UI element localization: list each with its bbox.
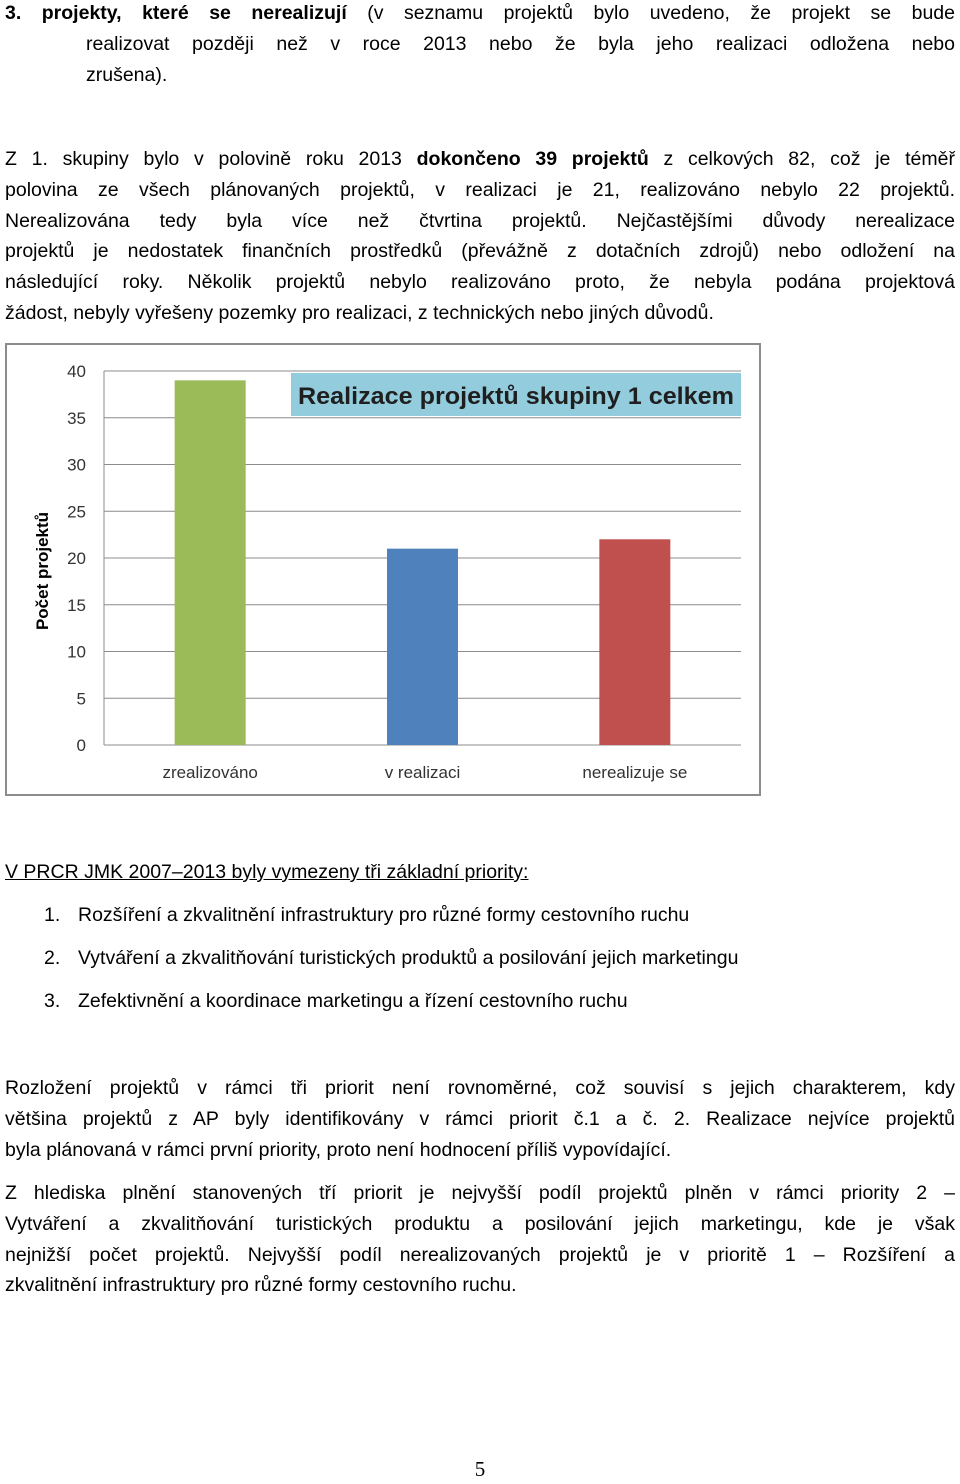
bar-chart bbox=[5, 343, 761, 796]
para1-bold-completed: dokončeno 39 projektů bbox=[416, 148, 649, 170]
priority-number: 1. bbox=[44, 904, 61, 926]
para1-line-4: projektů je nedostatek finančních prostředků (převážně z dotačních zdrojů) nebo odložení na bbox=[5, 240, 955, 263]
intro-item-3 bbox=[5, 0, 955, 90]
chart-title: Realizace projektů skupiny 1 celkem bbox=[298, 383, 734, 410]
priorities-heading: V PRCR JMK 2007–2013 byly vymezeny tři základní priority: bbox=[5, 861, 529, 883]
y-tick-label: 5 bbox=[76, 689, 86, 709]
para1-line-3: Nerealizována tedy byla více než čtvrtina projektů. Nejčastějšími důvody nerealizace bbox=[5, 209, 955, 232]
para1-line-1-a: Z 1. skupiny bylo v polovině roku 2013 bbox=[5, 148, 402, 170]
priority-number: 3. bbox=[44, 990, 61, 1012]
intro-bold-term: projekty, které se nerealizují bbox=[41, 2, 347, 24]
para1-line-2: polovina ze všech plánovaných projektů, v realizaci je 21, realizováno nebylo 22 projektů. bbox=[5, 178, 955, 201]
priority-text: Vytváření a zkvalitňování turistických produktů a posilování jejich marketingu bbox=[78, 947, 739, 969]
paragraph-distribution bbox=[5, 1073, 955, 1165]
bar-1 bbox=[175, 380, 246, 745]
paragraph-fulfilment bbox=[5, 1178, 955, 1301]
priority-text: Zefektivnění a koordinace marketingu a řízení cestovního ruchu bbox=[78, 990, 628, 1012]
para2-line-1: Rozložení projektů v rámci tři priorit není rovnoměrné, což souvisí s jejich charakterem, kdy bbox=[5, 1077, 955, 1099]
para1-line-6: žádost, nebyly vyřešeny pozemky pro realizaci, z technických nebo jiných důvodů. bbox=[5, 301, 714, 324]
priority-number: 2. bbox=[44, 947, 61, 969]
para2-line-3: byla plánovaná v rámci první priority, proto není hodnocení příliš vypovídající. bbox=[5, 1138, 672, 1161]
page-number: 5 bbox=[474, 1457, 486, 1481]
para3-line-2: Vytváření a zkvalitňování turistických produktu a posilování jejich marketingu, kde je však bbox=[5, 1212, 955, 1235]
bar-2 bbox=[387, 549, 458, 745]
para2-line-2: většina projektů z AP byly identifikovány v rámci priorit č.1 a č. 2. Realizace nejvíce projektů bbox=[5, 1107, 955, 1130]
priority-item-1 bbox=[44, 901, 689, 929]
intro-number: 3. bbox=[5, 2, 22, 24]
para1-line-5: následující roky. Několik projektů nebylo realizováno proto, že nebyla podána projektová bbox=[5, 271, 955, 294]
x-category-label: v realizaci bbox=[384, 763, 461, 782]
y-tick-label: 35 bbox=[67, 408, 86, 428]
y-tick-label: 10 bbox=[67, 642, 86, 662]
y-tick-label: 30 bbox=[67, 455, 86, 475]
priority-item-3 bbox=[44, 987, 628, 1015]
priority-text: Rozšíření a zkvalitnění infrastruktury pro různé formy cestovního ruchu bbox=[78, 904, 690, 926]
y-tick-label: 0 bbox=[76, 736, 86, 755]
y-tick-label: 15 bbox=[67, 595, 86, 615]
intro-line-1-rest: (v seznamu projektů bylo uvedeno, že projekt se bude bbox=[367, 2, 955, 24]
paragraph-group-1-summary bbox=[5, 144, 955, 329]
para1-line-1-c: z celkových 82, což je téměř bbox=[663, 148, 955, 170]
bar-3 bbox=[599, 539, 670, 745]
para3-line-3: nejnižší počet projektů. Nejvyšší podíl nerealizovaných projektů je v prioritě 1 – Rozšíření a bbox=[5, 1243, 955, 1266]
intro-line-2: realizovat později než v roce 2013 nebo že byla jeho realizaci odložena nebo bbox=[86, 32, 955, 55]
para3-line-4: zkvalitnění infrastruktury pro různé formy cestovního ruchu. bbox=[5, 1274, 517, 1297]
intro-line-3: zrušena). bbox=[86, 63, 168, 86]
y-tick-label: 40 bbox=[67, 362, 86, 381]
para3-line-1: Z hlediska plnění stanovených tří priorit je nejvyšší podíl projektů plněn v rámci priority 2 – bbox=[5, 1182, 955, 1204]
intro-line-1 bbox=[5, 0, 955, 29]
bar-chart-svg bbox=[7, 345, 759, 794]
x-category-label: nerealizuje se bbox=[582, 763, 688, 782]
para1-line-1 bbox=[5, 144, 955, 175]
y-tick-label: 25 bbox=[67, 502, 86, 522]
y-axis-title: Počet projektů bbox=[33, 511, 52, 631]
y-tick-label: 20 bbox=[67, 549, 86, 568]
priority-item-2 bbox=[44, 944, 738, 972]
x-category-label: zrealizováno bbox=[162, 763, 258, 782]
